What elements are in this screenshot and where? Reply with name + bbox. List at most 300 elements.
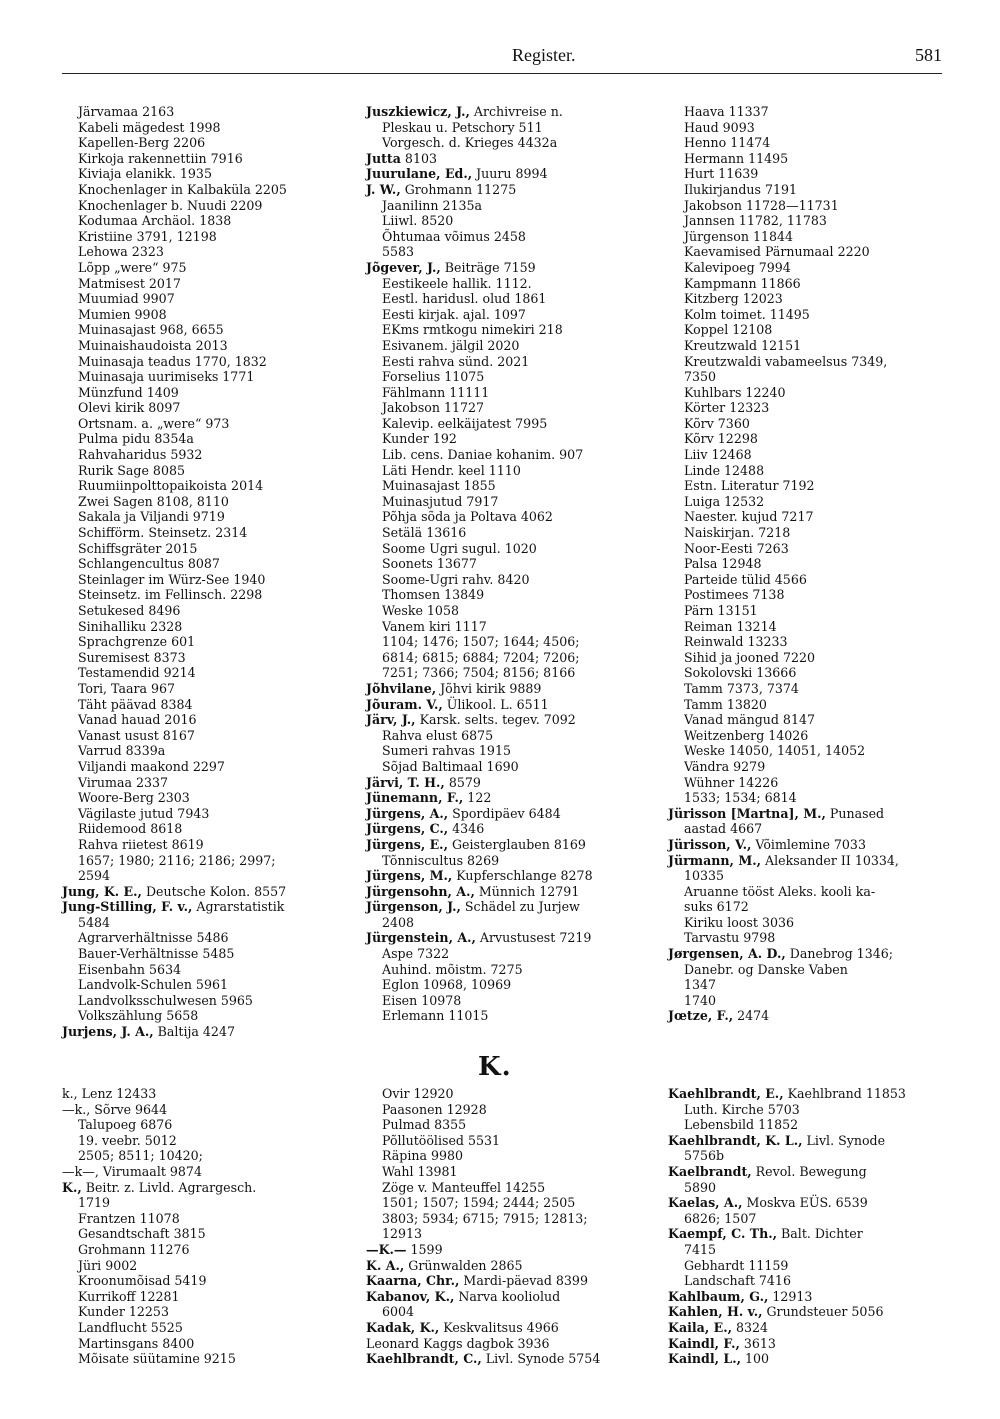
entry-text: Koppel 12108 <box>684 322 773 338</box>
index-entry <box>668 837 899 853</box>
entry-text: Pulmad 8355 <box>382 1117 467 1133</box>
index-entry <box>668 775 899 791</box>
index-entry <box>366 166 593 182</box>
entry-author: Jurjens, J. A., <box>62 1024 154 1040</box>
index-entry <box>366 260 593 276</box>
entry-text: 7350 <box>684 369 717 385</box>
entry-text: k., Lenz 12433 <box>62 1086 157 1101</box>
entry-text: Muinaishaudoista 2013 <box>78 337 228 353</box>
entry-text: Eglon 10968, 10969 <box>382 977 512 993</box>
index-entry <box>62 977 287 993</box>
index-entry <box>62 556 287 572</box>
entry-text: 122 <box>463 790 492 806</box>
index-entry <box>366 837 593 853</box>
index-entry <box>62 1008 287 1024</box>
index-entry <box>62 447 287 463</box>
entry-text: Kroonumõisad 5419 <box>78 1273 207 1289</box>
entry-text: Sokolovski 13666 <box>684 665 797 681</box>
entry-text: Livl. Synode 5754 <box>481 1351 601 1367</box>
entry-text: Pleskau u. Petschory 511 <box>382 119 543 135</box>
index-entry <box>366 806 593 822</box>
entry-text: Schiffsgräter 2015 <box>78 540 198 556</box>
entry-text: Agrarstatistik <box>192 899 285 915</box>
index-entry <box>366 556 593 572</box>
index-entry <box>668 525 899 541</box>
entry-author: K., <box>62 1179 82 1195</box>
entry-text: Leonard Kaggs dagbok 3936 <box>366 1335 550 1351</box>
index-entry <box>668 977 899 993</box>
index-entry <box>366 354 593 370</box>
index-entry <box>62 775 287 791</box>
entry-text: suks 6172 <box>684 899 749 915</box>
entry-text: Muumiad 9907 <box>78 291 175 307</box>
index-entry <box>668 712 899 728</box>
entry-author: Kaehlbrandt, C., <box>366 1351 482 1367</box>
index-entry <box>366 244 593 260</box>
index-entry <box>366 1226 600 1242</box>
entry-text: 6004 <box>382 1304 415 1320</box>
index-entry <box>62 634 287 650</box>
index-column-5 <box>366 1086 600 1367</box>
entry-text: 1533; 1534; 6814 <box>684 790 797 806</box>
index-entry <box>366 338 593 354</box>
index-entry <box>62 1148 256 1164</box>
index-entry <box>668 759 899 775</box>
entry-text: Rahva elust 6875 <box>382 727 494 743</box>
entry-text: Beitr. z. Livld. Agrargesch. <box>81 1179 257 1195</box>
entry-author: Jürisson, V., <box>668 836 752 852</box>
index-entry <box>668 369 899 385</box>
entry-text: Ruumiinpolttopaikoista 2014 <box>78 478 264 494</box>
index-entry <box>668 853 899 869</box>
entry-text: Naester. kujud 7217 <box>684 509 814 525</box>
entry-text: Estn. Literatur 7192 <box>684 478 815 494</box>
entry-text: Weitzenberg 14026 <box>684 727 809 743</box>
entry-text: Gesandtschaft 3815 <box>78 1226 206 1242</box>
entry-text: Tamm 13820 <box>684 696 767 712</box>
entry-text: Lebensbild 11852 <box>684 1117 799 1133</box>
entry-text: Schlangencultus 8087 <box>78 556 220 572</box>
entry-text: Eisen 10978 <box>382 992 462 1008</box>
entry-author: Jürmann, M., <box>668 852 762 868</box>
entry-text: Baltija 4247 <box>153 1024 235 1040</box>
entry-text: Karsk. selts. tegev. 7092 <box>415 712 576 728</box>
entry-text: Räpina 9980 <box>382 1148 464 1164</box>
entry-text: Körter 12323 <box>684 400 770 416</box>
index-entry <box>668 1242 906 1258</box>
index-entry <box>668 962 899 978</box>
index-entry <box>366 790 593 806</box>
index-entry <box>366 135 593 151</box>
index-entry <box>62 1304 256 1320</box>
index-entry <box>668 307 899 323</box>
entry-text: 5484 <box>78 914 111 930</box>
index-entry <box>668 1117 906 1133</box>
entry-text: Soome-Ugri rahv. 8420 <box>382 571 530 587</box>
entry-text: Kolm toimet. 11495 <box>684 306 810 322</box>
index-entry <box>668 354 899 370</box>
entry-text: Mardi-päevad 8399 <box>459 1273 588 1289</box>
index-entry <box>366 1086 600 1102</box>
index-entry <box>668 213 899 229</box>
entry-text: Gebhardt 11159 <box>684 1257 789 1273</box>
entry-text: Tori, Taara 967 <box>78 680 176 696</box>
entry-text: Virumaa 2337 <box>78 774 169 790</box>
index-entry <box>62 603 287 619</box>
entry-text: Setukesed 8496 <box>78 603 181 618</box>
entry-author: Jõuram. V., <box>366 696 443 712</box>
index-entry <box>62 1133 256 1149</box>
entry-text: Weske 1058 <box>382 603 459 618</box>
entry-text: Kupferschlange 8278 <box>452 868 593 884</box>
entry-text: Pärn 13151 <box>684 603 758 618</box>
entry-text: Kuhlbars 12240 <box>684 384 786 400</box>
index-entry <box>668 619 899 635</box>
entry-text: 1657; 1980; 2116; 2186; 2997; <box>78 852 276 868</box>
index-entry <box>62 385 287 401</box>
index-entry <box>62 338 287 354</box>
index-entry <box>366 681 593 697</box>
entry-author: Jørgensen, A. D., <box>668 946 786 962</box>
index-entry <box>62 463 287 479</box>
entry-author: Kaelbrandt, <box>668 1163 752 1179</box>
entry-text: Luiga 12532 <box>684 493 765 509</box>
index-entry <box>366 1351 600 1367</box>
index-entry <box>366 1211 600 1227</box>
index-entry <box>366 712 593 728</box>
entry-text: Kiviaja elanikk. 1935 <box>78 166 212 182</box>
entry-text: Hermann 11495 <box>684 150 789 166</box>
entry-text: Soome Ugri sugul. 1020 <box>382 540 537 556</box>
index-entry <box>62 478 287 494</box>
entry-author: Jutta <box>366 150 401 166</box>
entry-text: Thomsen 13849 <box>382 587 485 603</box>
entry-text: Jannsen 11782, 11783 <box>684 213 827 229</box>
index-entry <box>62 525 287 541</box>
entry-text: 7251; 7366; 7504; 8156; 8166 <box>382 665 576 681</box>
index-entry <box>366 198 593 214</box>
entry-text: Muinasaja uurimiseks 1771 <box>78 369 255 385</box>
entry-text: Revol. Bewegung <box>751 1163 867 1179</box>
index-entry <box>668 182 899 198</box>
entry-author: Jürgenstein, A., <box>366 930 476 946</box>
index-entry <box>668 1320 906 1336</box>
index-entry <box>62 821 287 837</box>
index-entry <box>62 884 287 900</box>
entry-text: Vändra 9279 <box>684 758 766 774</box>
index-entry <box>668 338 899 354</box>
entry-text: Punased <box>825 805 885 821</box>
index-entry <box>62 151 287 167</box>
entry-text: Frantzen 11078 <box>78 1210 180 1226</box>
index-entry <box>62 244 287 260</box>
index-column-3 <box>668 104 899 1024</box>
index-entry <box>668 915 899 931</box>
index-column-2 <box>366 104 593 1024</box>
entry-text: Kitzberg 12023 <box>684 291 783 307</box>
entry-text: Aruanne tööst Aleks. kooli ka- <box>684 883 876 899</box>
index-entry <box>62 1024 287 1040</box>
entry-text: 4346 <box>448 821 485 837</box>
entry-author: Kaindl, L., <box>668 1351 742 1367</box>
entry-text: Steinlager im Würz-See 1940 <box>78 571 266 587</box>
index-entry <box>62 1211 256 1227</box>
entry-text: Eestikeele hallik. 1112. <box>382 275 532 291</box>
entry-text: Forselius 11075 <box>382 369 485 385</box>
entry-text: Paasonen 12928 <box>382 1101 487 1117</box>
entry-text: Esivanem. jälgil 2020 <box>382 337 520 353</box>
index-entry <box>668 244 899 260</box>
entry-text: Sakala ja Viljandi 9719 <box>78 509 225 525</box>
entry-text: Vanad mängud 8147 <box>684 712 815 728</box>
entry-author: Kahlbaum, G., <box>668 1288 769 1304</box>
entry-text: Auhind. mõistm. 7275 <box>382 961 523 977</box>
index-entry <box>366 120 593 136</box>
index-entry <box>62 276 287 292</box>
index-entry <box>366 1320 600 1336</box>
index-entry <box>366 587 593 603</box>
entry-text: Landschaft 7416 <box>684 1273 791 1289</box>
entry-text: Jüri 9002 <box>78 1257 138 1273</box>
entry-text: Luth. Kirche 5703 <box>684 1101 800 1117</box>
index-entry <box>62 1086 256 1102</box>
index-entry <box>62 494 287 510</box>
entry-text: Steinsetz. im Fellinsch. 2298 <box>78 587 263 603</box>
index-entry <box>366 182 593 198</box>
entry-text: Narva kooliolud <box>454 1288 561 1304</box>
entry-text: Landflucht 5525 <box>78 1319 183 1335</box>
entry-text: Lib. cens. Daniae kohanim. 907 <box>382 447 584 463</box>
entry-text: 8324 <box>731 1319 769 1335</box>
index-entry <box>62 369 287 385</box>
index-entry <box>366 868 593 884</box>
entry-text: 2594 <box>78 868 111 884</box>
entry-text: Täht päävad 8384 <box>78 696 193 712</box>
entry-text: Muinasjutud 7917 <box>382 493 499 509</box>
index-entry <box>668 884 899 900</box>
entry-text: Münzfund 1409 <box>78 384 179 400</box>
index-entry <box>62 572 287 588</box>
index-entry <box>366 962 593 978</box>
entry-author: Kahlen, H. v., <box>668 1304 763 1320</box>
index-entry <box>366 1148 600 1164</box>
index-entry <box>366 1102 600 1118</box>
index-entry <box>366 369 593 385</box>
index-entry <box>366 1289 600 1305</box>
entry-author: Juszkiewicz, J., <box>366 104 470 119</box>
index-entry <box>62 665 287 681</box>
index-entry <box>366 291 593 307</box>
index-entry <box>668 322 899 338</box>
index-entry <box>62 120 287 136</box>
index-entry <box>668 447 899 463</box>
index-entry <box>366 478 593 494</box>
entry-text: Arvustusest 7219 <box>475 930 592 946</box>
index-entry <box>366 650 593 666</box>
entry-text: Bauer-Verhältnisse 5485 <box>78 946 235 962</box>
index-entry <box>366 431 593 447</box>
entry-text: Weske 14050, 14051, 14052 <box>684 743 866 759</box>
index-entry <box>62 213 287 229</box>
index-entry <box>668 1148 906 1164</box>
entry-text: Varrud 8339a <box>78 743 166 759</box>
entry-text: Kalevip. eelkäijatest 7995 <box>382 415 548 431</box>
entry-text: Vorgesch. d. Krieges 4432a <box>382 135 558 151</box>
index-entry <box>366 884 593 900</box>
entry-text: Kiriku loost 3036 <box>684 914 794 930</box>
index-entry <box>62 431 287 447</box>
entry-text: 2505; 8511; 10420; <box>78 1148 203 1164</box>
entry-text: 12913 <box>382 1226 423 1242</box>
index-entry <box>668 946 899 962</box>
entry-text: Grohmann 11275 <box>400 181 517 197</box>
entry-text: Keskvalitsus 4966 <box>439 1319 559 1335</box>
entry-text: Lõpp „were“ 975 <box>78 259 187 275</box>
entry-text: Reiman 13214 <box>684 618 777 634</box>
index-entry <box>668 198 899 214</box>
entry-text: Muinasajast 968, 6655 <box>78 322 224 338</box>
index-entry <box>366 993 593 1009</box>
entry-text: —k., Sõrve 9644 <box>62 1101 168 1117</box>
index-entry <box>668 1258 906 1274</box>
index-entry <box>366 634 593 650</box>
section-letter: K. <box>478 1052 512 1082</box>
index-entry <box>62 1242 256 1258</box>
index-entry <box>668 229 899 245</box>
index-entry <box>62 1180 256 1196</box>
entry-text: 19. veebr. 5012 <box>78 1132 177 1148</box>
index-entry <box>62 1195 256 1211</box>
entry-text: Kurrikoff 12281 <box>78 1288 180 1304</box>
index-entry <box>668 1336 906 1352</box>
entry-author: Juurulane, Ed., <box>366 166 473 182</box>
index-entry <box>366 385 593 401</box>
index-entry <box>366 665 593 681</box>
index-entry <box>668 1273 906 1289</box>
entry-text: Spordipäev 6484 <box>448 805 561 821</box>
entry-author: Jürgens, E., <box>366 836 448 852</box>
index-entry <box>366 400 593 416</box>
entry-text: Kristiine 3791, 12198 <box>78 228 217 244</box>
entry-text: Schädel zu Jurjew <box>460 899 580 915</box>
index-entry <box>668 587 899 603</box>
entry-author: Jürgens, A., <box>366 805 449 821</box>
entry-author: Kabanov, K., <box>366 1288 455 1304</box>
index-entry <box>366 1164 600 1180</box>
index-entry <box>668 400 899 416</box>
entry-text: Vanem kiri 1117 <box>382 618 487 634</box>
index-entry <box>366 1008 593 1024</box>
entry-text: Woore-Berg 2303 <box>78 790 190 806</box>
entry-text: 1501; 1507; 1594; 2444; 2505 <box>382 1195 576 1211</box>
entry-text: Kreutzwald 12151 <box>684 337 802 353</box>
entry-text: Kreutzwaldi vabameelsus 7349, <box>684 353 888 369</box>
index-entry <box>668 1289 906 1305</box>
index-entry <box>668 868 899 884</box>
index-entry <box>668 120 899 136</box>
index-entry <box>366 1336 600 1352</box>
entry-text: Münnich 12791 <box>474 883 580 899</box>
index-entry <box>62 509 287 525</box>
index-entry <box>62 587 287 603</box>
entry-author: Jung-Stilling, F. v., <box>62 899 193 915</box>
entry-text: Grundsteuer 5056 <box>762 1304 884 1320</box>
index-entry <box>62 1226 256 1242</box>
index-entry <box>668 494 899 510</box>
running-title: Register. <box>512 45 576 65</box>
index-entry <box>668 681 899 697</box>
index-entry <box>366 619 593 635</box>
entry-text: Geisterglauben 8169 <box>447 836 586 852</box>
index-entry <box>366 930 593 946</box>
entry-text: Kalevipoeg 7994 <box>684 259 791 275</box>
index-entry <box>668 463 899 479</box>
entry-text: Kunder 192 <box>382 431 457 447</box>
index-entry <box>668 572 899 588</box>
entry-text: Kirkoja rakennettiin 7916 <box>78 150 243 166</box>
entry-text: Jakobson 11728—11731 <box>684 197 839 213</box>
index-entry <box>668 728 899 744</box>
index-entry <box>668 1226 906 1242</box>
index-entry <box>366 509 593 525</box>
index-entry <box>62 619 287 635</box>
entry-text: Moskva EÜS. 6539 <box>742 1195 868 1211</box>
entry-text: Juuru 8994 <box>472 166 548 182</box>
index-entry <box>366 728 593 744</box>
entry-text: 1599 <box>406 1241 443 1257</box>
entry-author: Järv, J., <box>366 712 416 728</box>
index-entry <box>668 821 899 837</box>
entry-text: Balt. Dichter <box>777 1226 863 1242</box>
entry-author: Kadak, K., <box>366 1319 440 1335</box>
entry-text: Vägilaste jutud 7943 <box>78 805 210 821</box>
index-entry <box>668 478 899 494</box>
entry-author: Jõhvilane, <box>366 680 437 696</box>
entry-text: Postimees 7138 <box>684 587 785 603</box>
entry-text: 1740 <box>684 992 717 1008</box>
entry-text: Zöge v. Manteuffel 14255 <box>382 1179 546 1195</box>
entry-text: Hurt 11639 <box>684 166 759 182</box>
entry-text: Haud 9093 <box>684 119 755 135</box>
index-entry <box>668 385 899 401</box>
index-entry <box>62 853 287 869</box>
index-entry <box>668 135 899 151</box>
index-entry <box>62 260 287 276</box>
entry-text: Muinasajast 1855 <box>382 478 496 494</box>
entry-text: Kõrv 12298 <box>684 431 758 447</box>
entry-text: Archivreise n. <box>469 104 563 119</box>
index-entry <box>668 1304 906 1320</box>
index-entry <box>62 650 287 666</box>
entry-text: Kabeli mägedest 1998 <box>78 119 221 135</box>
entry-text: Sõjad Baltimaal 1690 <box>382 758 519 774</box>
index-entry <box>366 322 593 338</box>
index-entry <box>366 1304 600 1320</box>
entry-text: Grünwalden 2865 <box>404 1257 523 1273</box>
index-column-6 <box>668 1086 906 1367</box>
index-entry <box>366 1133 600 1149</box>
entry-text: Vanast usust 8167 <box>78 727 195 743</box>
index-entry <box>366 494 593 510</box>
entry-author: Jürgensohn, A., <box>366 883 475 899</box>
entry-text: 2474 <box>733 1008 770 1024</box>
entry-text: Schifförm. Steinsetz. 2314 <box>78 525 248 541</box>
entry-author: Jung, K. E., <box>62 883 142 899</box>
index-entry <box>668 166 899 182</box>
index-entry <box>62 541 287 557</box>
page-header <box>62 40 942 80</box>
entry-author: Jürgenson, J., <box>366 899 461 915</box>
